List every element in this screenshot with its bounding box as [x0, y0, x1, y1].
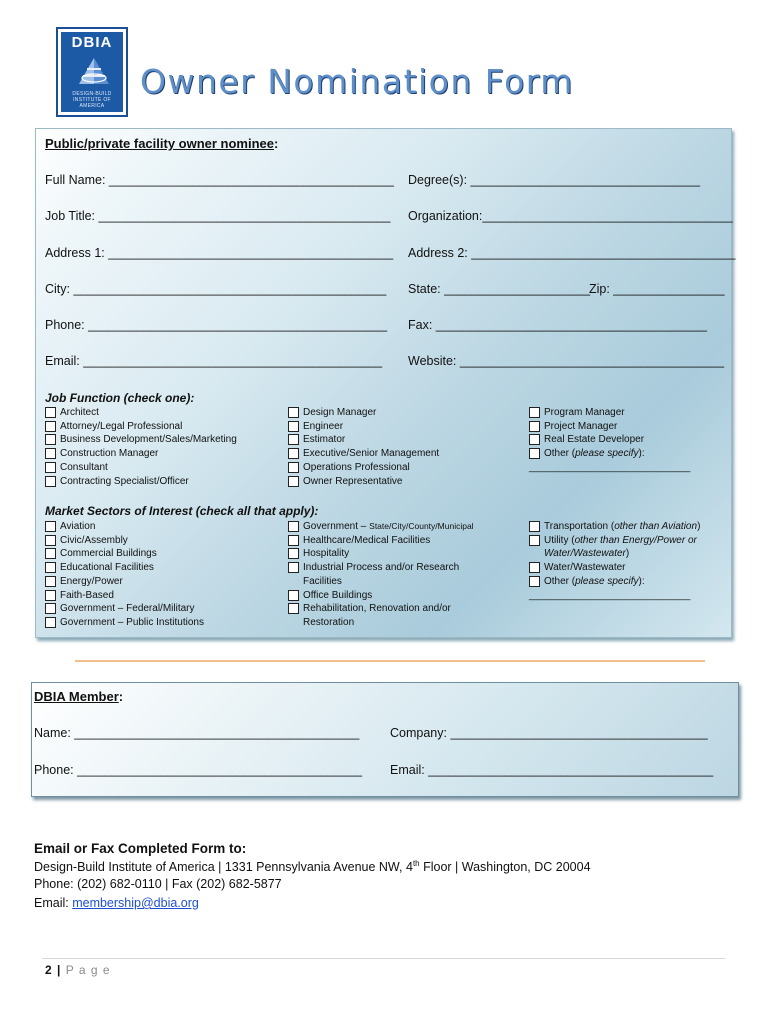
- member-email-field[interactable]: Email: _________________________________________: [390, 763, 714, 777]
- market-option-cont: Facilities: [303, 575, 342, 587]
- checkbox[interactable]: [288, 535, 299, 546]
- job-option[interactable]: Architect: [45, 406, 237, 420]
- dbia-logo: [56, 27, 128, 117]
- market-option[interactable]: Commercial Buildings: [45, 547, 204, 561]
- market-option[interactable]: Office Buildings: [288, 589, 474, 603]
- job-option[interactable]: Real Estate Developer: [529, 433, 690, 447]
- job-option[interactable]: Project Manager: [529, 420, 690, 434]
- market-option[interactable]: Energy/Power: [45, 575, 204, 589]
- checkbox[interactable]: [288, 603, 299, 614]
- market-option-other[interactable]: Other ( please specify ):: [529, 575, 700, 589]
- job-option[interactable]: Owner Representative: [288, 475, 439, 489]
- market-option[interactable]: Rehabilitation, Renovation and/or: [288, 602, 474, 616]
- email-field[interactable]: Email: ___________________________________________: [45, 354, 383, 368]
- job-option[interactable]: Business Development/Sales/Marketing: [45, 433, 237, 447]
- checkbox[interactable]: [288, 562, 299, 573]
- checkbox[interactable]: [529, 434, 540, 445]
- checkbox[interactable]: [288, 548, 299, 559]
- market-option[interactable]: Utility ( other than Energy/Power or: [529, 534, 700, 548]
- checkbox[interactable]: [529, 521, 540, 532]
- checkbox[interactable]: [45, 603, 56, 614]
- website-field[interactable]: Website: ______________________________________: [408, 354, 725, 368]
- checkbox[interactable]: [45, 617, 56, 628]
- email-link[interactable]: membership@dbia.org: [72, 896, 199, 910]
- job-option[interactable]: Operations Professional: [288, 461, 439, 475]
- checkbox[interactable]: [288, 590, 299, 601]
- checkbox[interactable]: [45, 535, 56, 546]
- member-name-field[interactable]: Name: _________________________________________: [34, 726, 360, 740]
- fax-field[interactable]: Fax: _______________________________________: [408, 318, 707, 332]
- checkbox[interactable]: [45, 462, 56, 473]
- market-option[interactable]: Hospitality: [288, 547, 474, 561]
- market-option[interactable]: Aviation: [45, 520, 204, 534]
- organization-field[interactable]: Organization:____________________________________: [408, 209, 733, 223]
- address2-field[interactable]: Address 2: ______________________________________: [408, 246, 736, 260]
- market-option[interactable]: Industrial Process and/or Research: [288, 561, 474, 575]
- checkbox[interactable]: [288, 448, 299, 459]
- job-option[interactable]: Estimator: [288, 433, 439, 447]
- market-option[interactable]: Water/Wastewater: [529, 561, 700, 575]
- job-option[interactable]: Construction Manager: [45, 447, 237, 461]
- job-option-other[interactable]: Other ( please specify ):: [529, 447, 690, 461]
- nominee-heading: Public/private facility owner nominee:: [45, 136, 279, 151]
- job-function-col3: [529, 406, 690, 475]
- checkbox[interactable]: [288, 521, 299, 532]
- market-col2: [288, 520, 474, 630]
- job-function-heading: Job Function (check one):: [45, 391, 195, 405]
- market-option-cont: Water/Wastewater ): [544, 548, 630, 560]
- job-other-line[interactable]: _____________________________: [529, 461, 691, 473]
- page-footer-rule: [42, 958, 725, 959]
- checkbox[interactable]: [45, 407, 56, 418]
- market-option[interactable]: Government – State/City/County/Municipal: [288, 520, 474, 534]
- job-option[interactable]: Engineer: [288, 420, 439, 434]
- market-option-cont: Restoration: [303, 616, 355, 628]
- job-option[interactable]: Program Manager: [529, 406, 690, 420]
- footer-phone-fax: Phone: (202) 682-0110 | Fax (202) 682-5877: [34, 877, 282, 891]
- state-field[interactable]: State: _____________________: [408, 282, 591, 296]
- footer-address: Design-Build Institute of America | 1331 Pennsylvania Avenue NW, 4th Floor | Washington, DC 20004: [34, 859, 591, 875]
- job-option[interactable]: Attorney/Legal Professional: [45, 420, 237, 434]
- checkbox[interactable]: [288, 407, 299, 418]
- market-heading: Market Sectors of Interest (check all that apply):: [45, 504, 319, 518]
- checkbox[interactable]: [529, 421, 540, 432]
- job-option[interactable]: Executive/Senior Management: [288, 447, 439, 461]
- checkbox[interactable]: [529, 448, 540, 459]
- job-option[interactable]: Contracting Specialist/Officer: [45, 475, 237, 489]
- address1-field[interactable]: Address 1: _________________________________________: [45, 246, 394, 260]
- checkbox[interactable]: [45, 421, 56, 432]
- member-heading: DBIA Member:: [34, 689, 124, 704]
- checkbox[interactable]: [288, 476, 299, 487]
- checkbox[interactable]: [288, 462, 299, 473]
- divider: [75, 660, 705, 662]
- market-option[interactable]: Educational Facilities: [45, 561, 204, 575]
- checkbox[interactable]: [529, 562, 540, 573]
- pyramid-icon: [75, 54, 113, 90]
- checkbox[interactable]: [45, 562, 56, 573]
- job-option[interactable]: Design Manager: [288, 406, 439, 420]
- market-option[interactable]: Faith-Based: [45, 589, 204, 603]
- job-function-col2: [288, 406, 439, 488]
- job-option[interactable]: Consultant: [45, 461, 237, 475]
- market-option[interactable]: Government – Public Institutions: [45, 616, 204, 630]
- market-option[interactable]: Transportation ( other than Aviation ): [529, 520, 700, 534]
- checkbox[interactable]: [45, 590, 56, 601]
- job-title-field[interactable]: Job Title: __________________________________________: [45, 209, 391, 223]
- checkbox[interactable]: [529, 576, 540, 587]
- market-option[interactable]: Government – Federal/Military: [45, 602, 204, 616]
- job-function-col1: [45, 406, 237, 488]
- city-field[interactable]: City: _____________________________________________: [45, 282, 387, 296]
- full-name-field[interactable]: Full Name: _________________________________________: [45, 173, 394, 187]
- footer-email: Email: membership@dbia.org: [34, 896, 199, 910]
- checkbox[interactable]: [288, 421, 299, 432]
- checkbox[interactable]: [529, 535, 540, 546]
- market-col1: [45, 520, 204, 630]
- logo-text: DBIA: [71, 34, 113, 51]
- checkbox[interactable]: [529, 407, 540, 418]
- footer-heading: Email or Fax Completed Form to:: [34, 841, 247, 856]
- page-title: Owner Nomination Form: [140, 62, 574, 101]
- checkbox[interactable]: [45, 434, 56, 445]
- market-col3: [529, 520, 700, 602]
- checkbox[interactable]: [288, 434, 299, 445]
- checkbox[interactable]: [45, 521, 56, 532]
- member-phone-field[interactable]: Phone: _________________________________________: [34, 763, 363, 777]
- logo-subtext: DESIGN-BUILD INSTITUTE OF AMERICA: [72, 91, 112, 109]
- checkbox[interactable]: [45, 548, 56, 559]
- zip-field[interactable]: Zip: ________________: [589, 282, 725, 296]
- market-other-line[interactable]: _____________________________: [529, 589, 691, 601]
- checkbox[interactable]: [45, 448, 56, 459]
- page-number: 2 | P a g e: [45, 963, 111, 977]
- phone-field[interactable]: Phone: ___________________________________________: [45, 318, 388, 332]
- checkbox[interactable]: [45, 576, 56, 587]
- market-option[interactable]: Civic/Assembly: [45, 534, 204, 548]
- checkbox[interactable]: [45, 476, 56, 487]
- market-option[interactable]: Healthcare/Medical Facilities: [288, 534, 474, 548]
- member-company-field[interactable]: Company: _____________________________________: [390, 726, 708, 740]
- degrees-field[interactable]: Degree(s): _________________________________: [408, 173, 700, 187]
